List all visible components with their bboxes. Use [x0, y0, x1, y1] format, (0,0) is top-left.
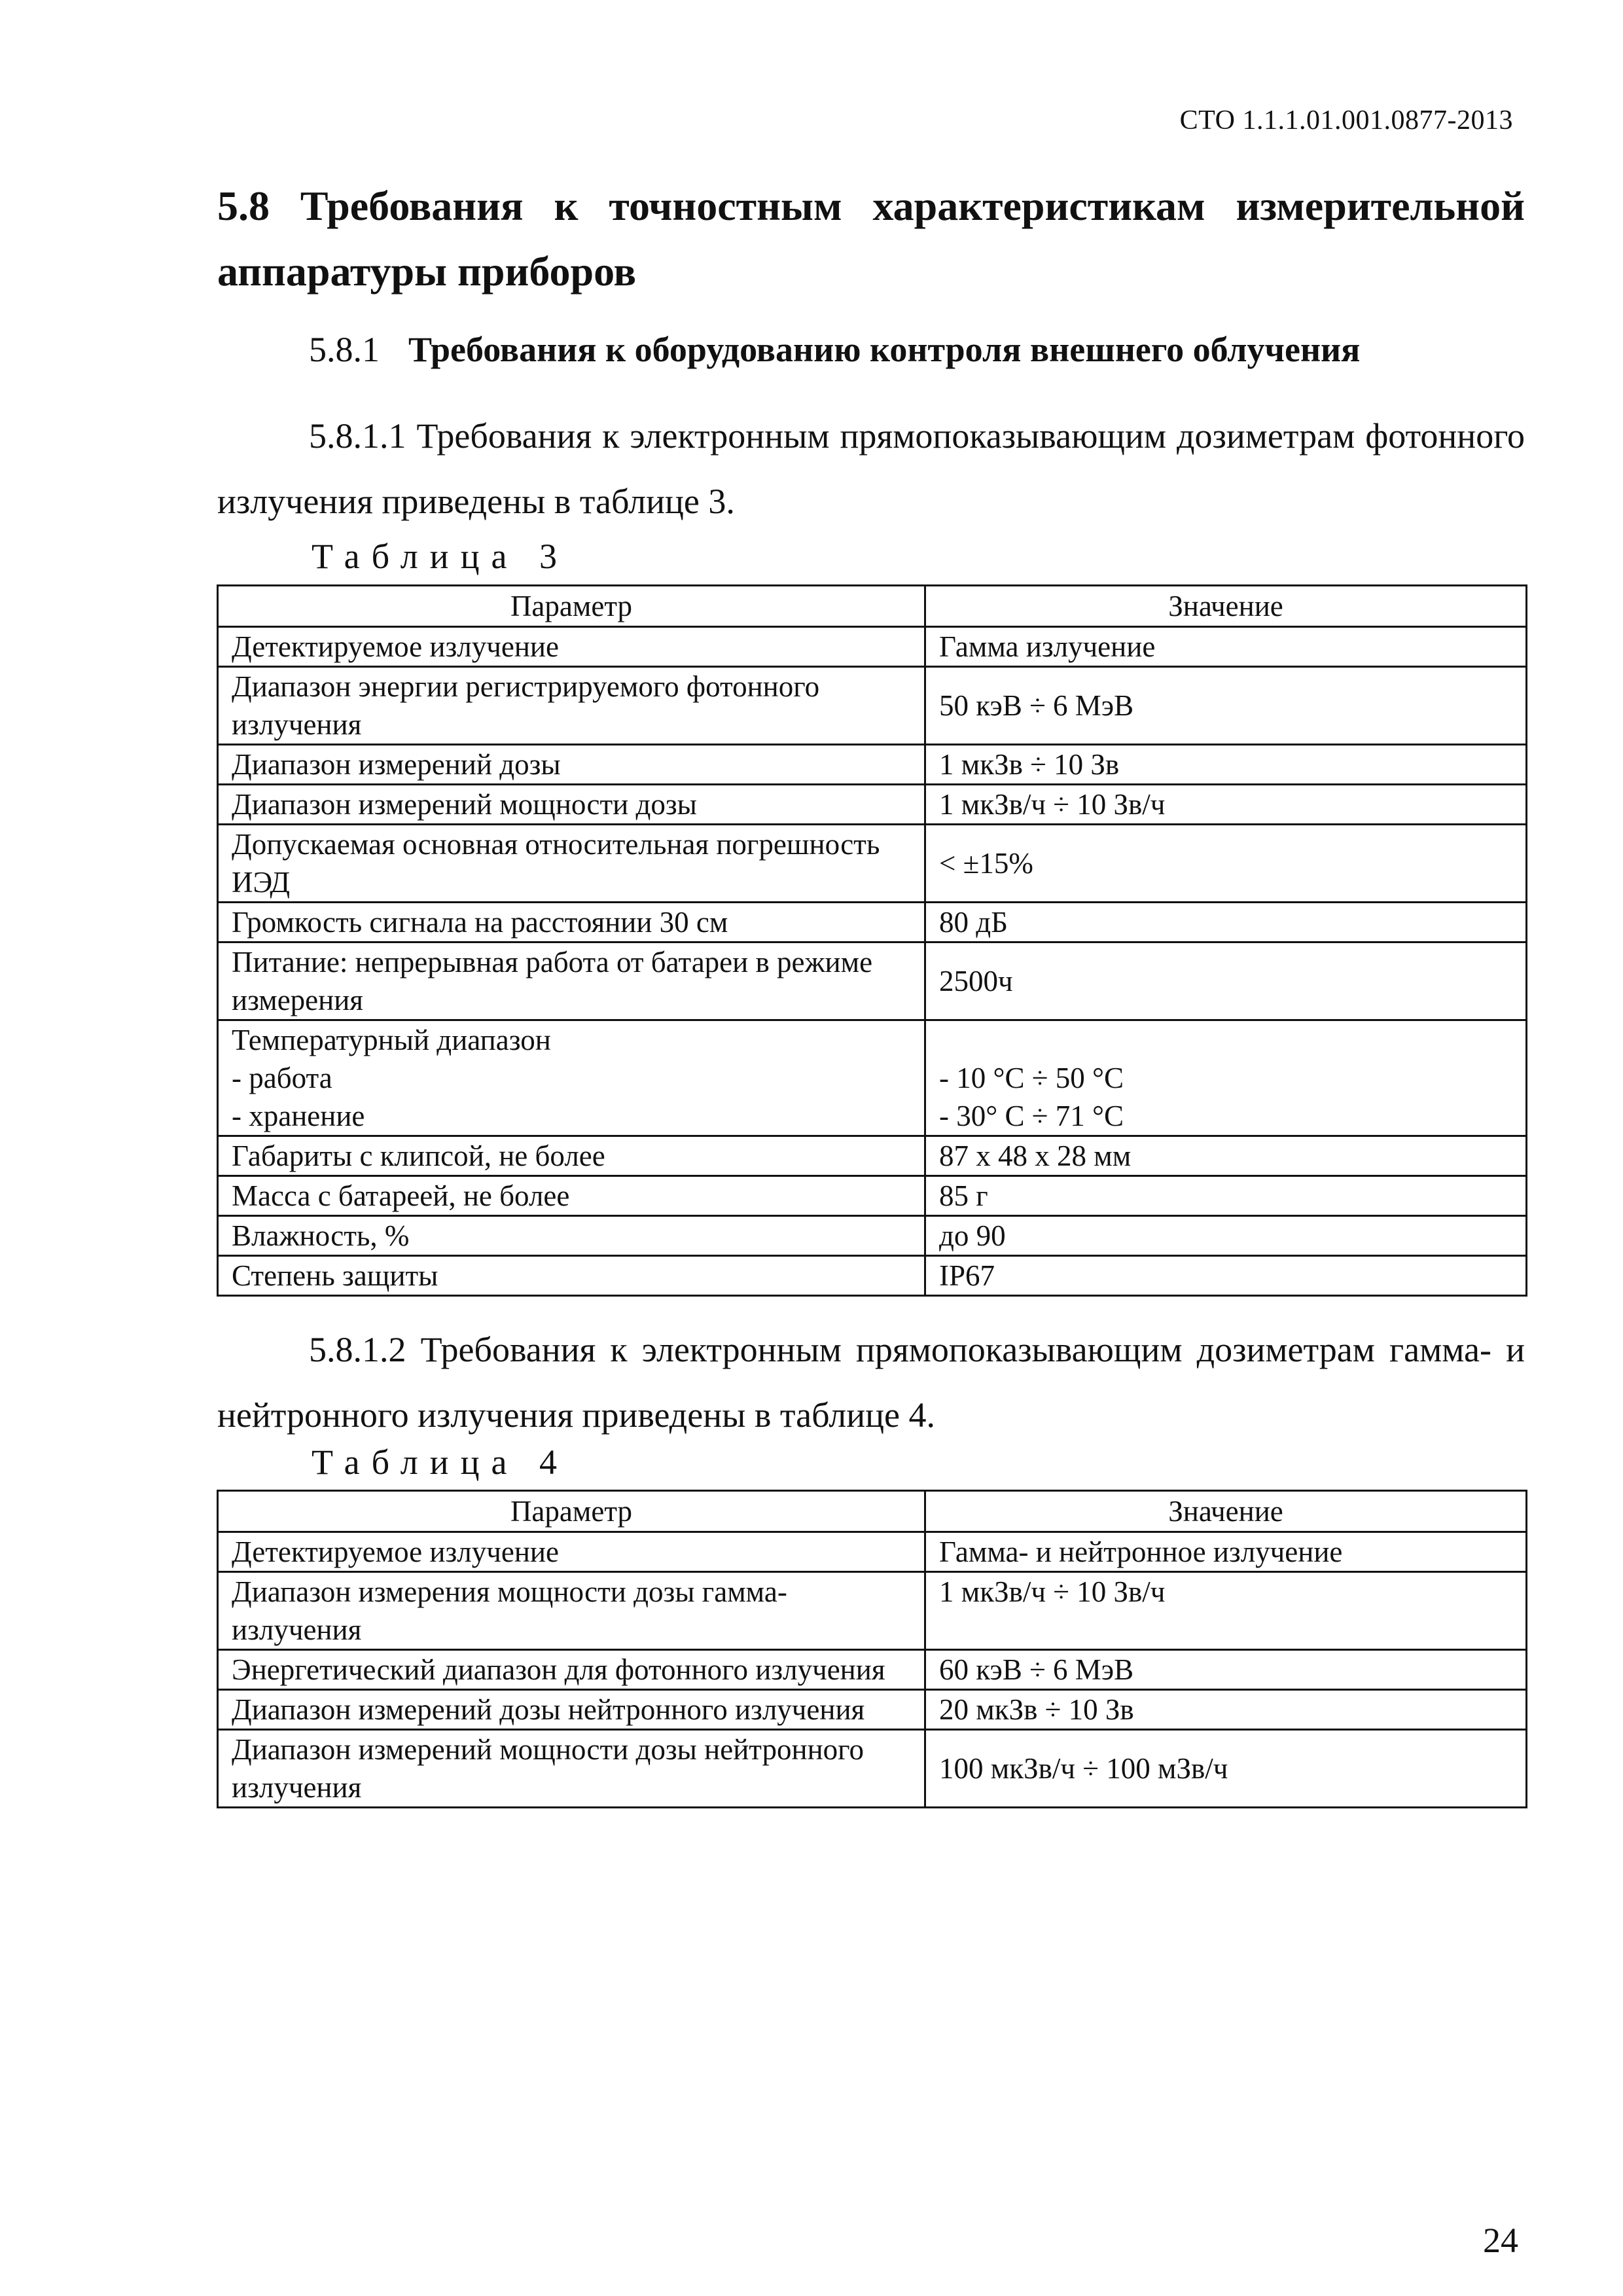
param-cell: Габариты с клипсой, не более: [218, 1136, 925, 1176]
paragraph-5-8-1-1: 5.8.1.1 Требования к электронным прямопоказывающим дозиметрам фотонного излучения приведены в таблице 3.: [217, 416, 1525, 521]
header-parameter: Параметр: [218, 586, 925, 627]
value-cell: Гамма- и нейтронное излучение: [925, 1532, 1527, 1572]
value-cell: 85 г: [925, 1176, 1527, 1216]
table-row: [218, 1532, 1527, 1572]
paragraph-5-8-1-2: 5.8.1.2 Требования к электронным прямопоказывающим дозиметрам гамма- и нейтронного излучения приведены в таблице 4.: [217, 1330, 1525, 1435]
param-cell: Диапазон энергии регистрируемого фотонного излучения: [218, 667, 925, 745]
param-cell: Масса с батареей, не более: [218, 1176, 925, 1216]
param-cell: Диапазон измерений мощности дозы: [218, 785, 925, 825]
table-row: [218, 825, 1527, 903]
table-3: [217, 584, 1527, 1297]
table-row: [218, 1216, 1527, 1256]
value-cell: - 10 °C ÷ 50 °C - 30° C ÷ 71 °C: [925, 1020, 1527, 1136]
document-code: СТО 1.1.1.01.001.0877-2013: [1179, 105, 1513, 135]
table-row: [218, 627, 1527, 667]
value-cell: 87 x 48 x 28 мм: [925, 1136, 1527, 1176]
table-row: [218, 745, 1527, 785]
value-cell: < ±15%: [925, 825, 1527, 903]
value-cell: 60 кэВ ÷ 6 МэВ: [925, 1650, 1527, 1690]
value-cell: 20 мкЗв ÷ 10 Зв: [925, 1690, 1527, 1730]
table-row: [218, 1020, 1527, 1136]
param-cell: Степень защиты: [218, 1256, 925, 1296]
page-number: 24: [1483, 2221, 1518, 2260]
table-header-row: [218, 1491, 1527, 1532]
value-cell: 1 мкЗв ÷ 10 Зв: [925, 745, 1527, 785]
param-cell: Диапазон измерений дозы нейтронного излучения: [218, 1690, 925, 1730]
param-cell: Энергетический диапазон для фотонного излучения: [218, 1650, 925, 1690]
table-row: [218, 1256, 1527, 1296]
value-cell: 2500ч: [925, 942, 1527, 1020]
table-row: [218, 1730, 1527, 1808]
param-cell: Громкость сигнала на расстоянии 30 см: [218, 903, 925, 942]
param-cell: Допускаемая основная относительная погрешность ИЭД: [218, 825, 925, 903]
table-4-caption: Таблица 4: [312, 1443, 569, 1482]
param-cell: Диапазон измерения мощности дозы гамма-излучения: [218, 1572, 925, 1650]
table-row: [218, 1176, 1527, 1216]
param-cell: Детектируемое излучение: [218, 627, 925, 667]
subsection-number: 5.8.1: [309, 330, 380, 369]
table-row: [218, 942, 1527, 1020]
value-cell: 50 кэВ ÷ 6 МэВ: [925, 667, 1527, 745]
value-cell: до 90: [925, 1216, 1527, 1256]
param-cell: Диапазон измерений дозы: [218, 745, 925, 785]
subsection-title: Требования к оборудованию контроля внешнего облучения: [408, 330, 1361, 369]
table-row: [218, 1650, 1527, 1690]
header-value: Значение: [925, 586, 1527, 627]
param-cell: Диапазон измерений мощности дозы нейтронного излучения: [218, 1730, 925, 1808]
value-cell: 100 мкЗв/ч ÷ 100 мЗв/ч: [925, 1730, 1527, 1808]
value-cell: IP67: [925, 1256, 1527, 1296]
table-header-row: [218, 586, 1527, 627]
table-row: [218, 667, 1527, 745]
header-parameter: Параметр: [218, 1491, 925, 1532]
param-cell: Температурный диапазон - работа - хранение: [218, 1020, 925, 1136]
value-cell: 1 мкЗв/ч ÷ 10 Зв/ч: [925, 785, 1527, 825]
table-row: [218, 785, 1527, 825]
table-row: [218, 1136, 1527, 1176]
value-cell: Гамма излучение: [925, 627, 1527, 667]
value-cell: 1 мкЗв/ч ÷ 10 Зв/ч: [925, 1572, 1527, 1650]
param-cell: Детектируемое излучение: [218, 1532, 925, 1572]
param-cell: Влажность, %: [218, 1216, 925, 1256]
header-value: Значение: [925, 1491, 1527, 1532]
section-title: 5.8 Требования к точностным характеристикам измерительной аппаратуры приборов: [217, 183, 1525, 295]
table-row: [218, 1690, 1527, 1730]
table-row: [218, 1572, 1527, 1650]
subsection-heading: [309, 326, 1525, 373]
param-cell: Питание: непрерывная работа от батареи в режиме измерения: [218, 942, 925, 1020]
value-cell: 80 дБ: [925, 903, 1527, 942]
table-row: [218, 903, 1527, 942]
table-3-caption: Таблица 3: [312, 537, 569, 576]
table-4: [217, 1490, 1527, 1808]
